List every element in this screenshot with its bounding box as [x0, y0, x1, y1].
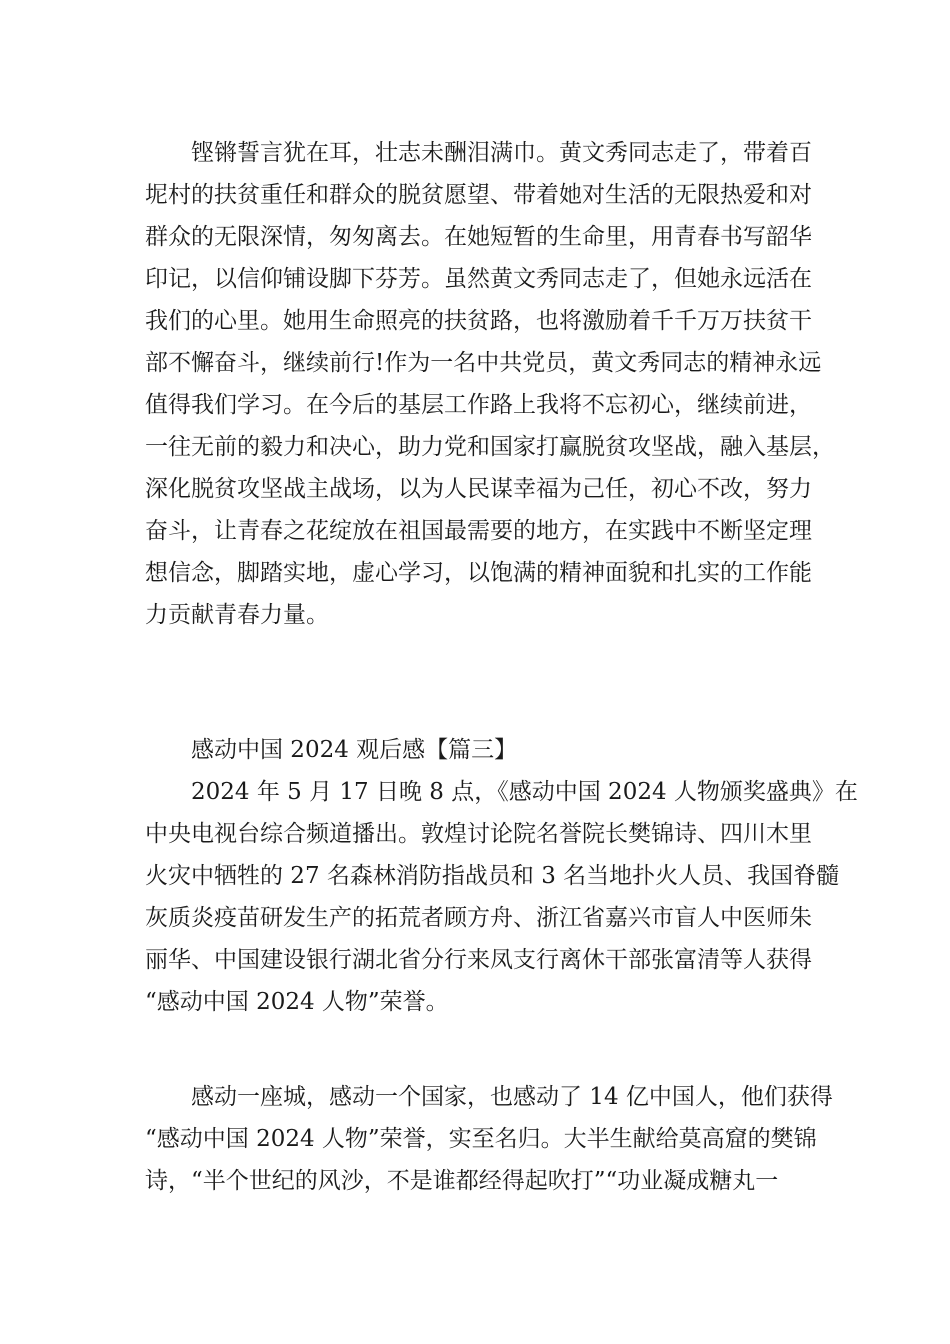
section-heading [145, 729, 825, 771]
text-line: 想信念，脚踏实地，虚心学习，以饱满的精神面貌和扎实的工作能 [145, 560, 812, 586]
text-line: 印记，以信仰铺设脚下芬芳。虽然黄文秀同志走了，但她永远活在 [145, 266, 812, 292]
text-line: 群众的无限深情，匆匆离去。在她短暂的生命里，用青春书写韶华 [145, 224, 812, 250]
text-line: 火灾中牺牲的 27 名森林消防指战员和 3 名当地扑火人员、我国脊髓 [145, 863, 840, 889]
text-line: 值得我们学习。在今后的基层工作路上我将不忘初心，继续前进， [145, 392, 812, 418]
text-line: 铿锵誓言犹在耳，壮志未酬泪满巾。黄文秀同志走了，带着百 [191, 140, 812, 166]
text-line: “感动中国 2024 人物”荣誉。 [145, 989, 449, 1015]
text-line: “感动中国 2024 人物”荣誉，实至名归。大半生献给莫高窟的樊锦 [145, 1126, 817, 1152]
section-title: 感动中国 2024 观后感【篇三】 [191, 737, 518, 763]
text-line: 灰质炎疫苗研发生产的拓荒者顾方舟、浙江省嘉兴市盲人中医师朱 [145, 905, 812, 931]
text-line: 一往无前的毅力和决心，助力党和国家打赢脱贫攻坚战，融入基层， [145, 434, 835, 460]
text-line: 部不懈奋斗，继续前行!作为一名中共党员，黄文秀同志的精神永远 [145, 350, 822, 376]
text-line: 奋斗，让青春之花绽放在祖国最需要的地方，在实践中不断坚定理 [145, 518, 812, 544]
text-line: 深化脱贫攻坚战主战场，以为人民谋幸福为己任，初心不改，努力 [145, 476, 812, 502]
text-line: 坭村的扶贫重任和群众的脱贫愿望、带着她对生活的无限热爱和对 [145, 182, 812, 208]
text-line: 中央电视台综合频道播出。敦煌讨论院名誉院长樊锦诗、四川木里 [145, 821, 812, 847]
text-line: 我们的心里。她用生命照亮的扶贫路，也将激励着千千万万扶贫干 [145, 308, 812, 334]
text-line: 力贡献青春力量。 [145, 602, 329, 628]
text-line: 感动一座城，感动一个国家，也感动了 14 亿中国人，他们获得 [191, 1084, 833, 1110]
paragraph-4 [145, 1076, 833, 1202]
text-line: 丽华、中国建设银行湖北省分行来凤支行离休干部张富清等人获得 [145, 947, 812, 973]
text-line: 诗，“半个世纪的风沙，不是谁都经得起吹打”“功业凝成糖丸一 [145, 1168, 779, 1194]
paragraph-1 [145, 132, 835, 636]
text-line: 2024 年 5 月 17 日晚 8 点，《感动中国 2024 人物颁奖盛典》在 [191, 779, 858, 805]
paragraph-3 [145, 771, 858, 1023]
